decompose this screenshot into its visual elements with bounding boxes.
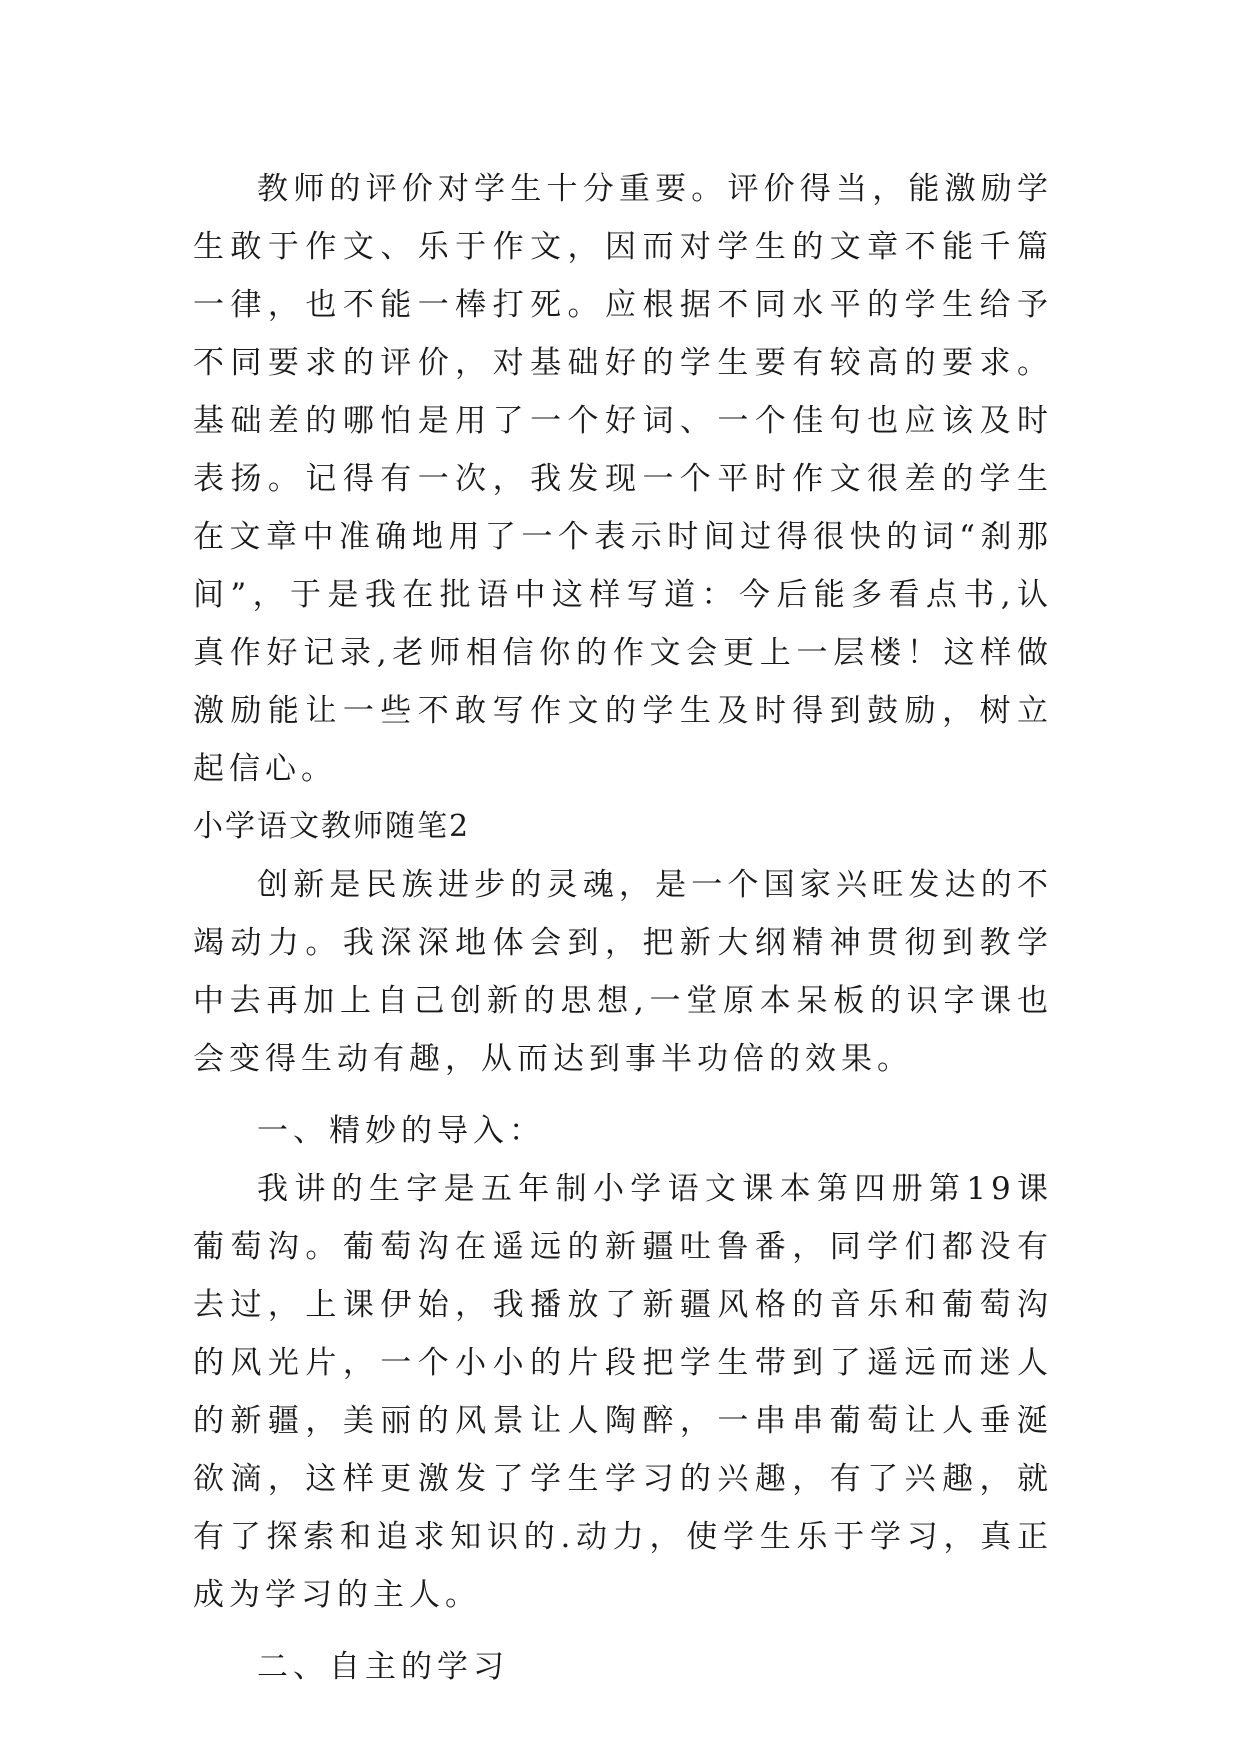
subheading-introduction: 一、精妙的导入：: [257, 1113, 545, 1149]
document-body: [193, 160, 1053, 1696]
section-title: 小学语文教师随笔2: [193, 809, 471, 844]
subheading-self-study: 二、自主的学习: [257, 1649, 509, 1685]
paragraph-innovation: 创新是民族进步的灵魂，是一个国家兴旺发达的不竭动力。我深深地体会到，把新大纲精神贯彻到教学中去再加上自己创新的思想,一堂原本呆板的识字课也会变得生动有趣，从而达到事半功倍的效果。: [193, 867, 1053, 1077]
paragraph-evaluation: 教师的评价对学生十分重要。评价得当，能激励学生敢于作文、乐于作文，因而对学生的文章不能千篇一律，也不能一棒打死。应根据不同水平的学生给予不同要求的评价，对基础好的学生要有较高的要求。基础差的哪怕是用了一个好词、一个佳句也应该及时表扬。记得有一次，我发现一个平时作文很差的学生在文章中准确地用了一个表示时间过得很快的词“刹那间”，于是我在批语中这样写道：今后能多看点书,认真作好记录,老师相信你的作文会更上一层楼！这样做激励能让一些不敢写作文的学生及时得到鼓励，树立起信心。: [193, 171, 1053, 787]
paragraph-lesson: 我讲的生字是五年制小学语文课本第四册第19课葡萄沟。葡萄沟在遥远的新疆吐鲁番，同学们都没有去过，上课伊始，我播放了新疆风格的音乐和葡萄沟的风光片，一个小小的片段把学生带到了遥远而迷人的新疆，美丽的风景让人陶醉，一串串葡萄让人垂涎欲滴，这样更激发了学生学习的兴趣，有了兴趣，就有了探索和追求知识的.动力，使学生乐于学习，真正成为学习的主人。: [193, 1171, 1053, 1613]
